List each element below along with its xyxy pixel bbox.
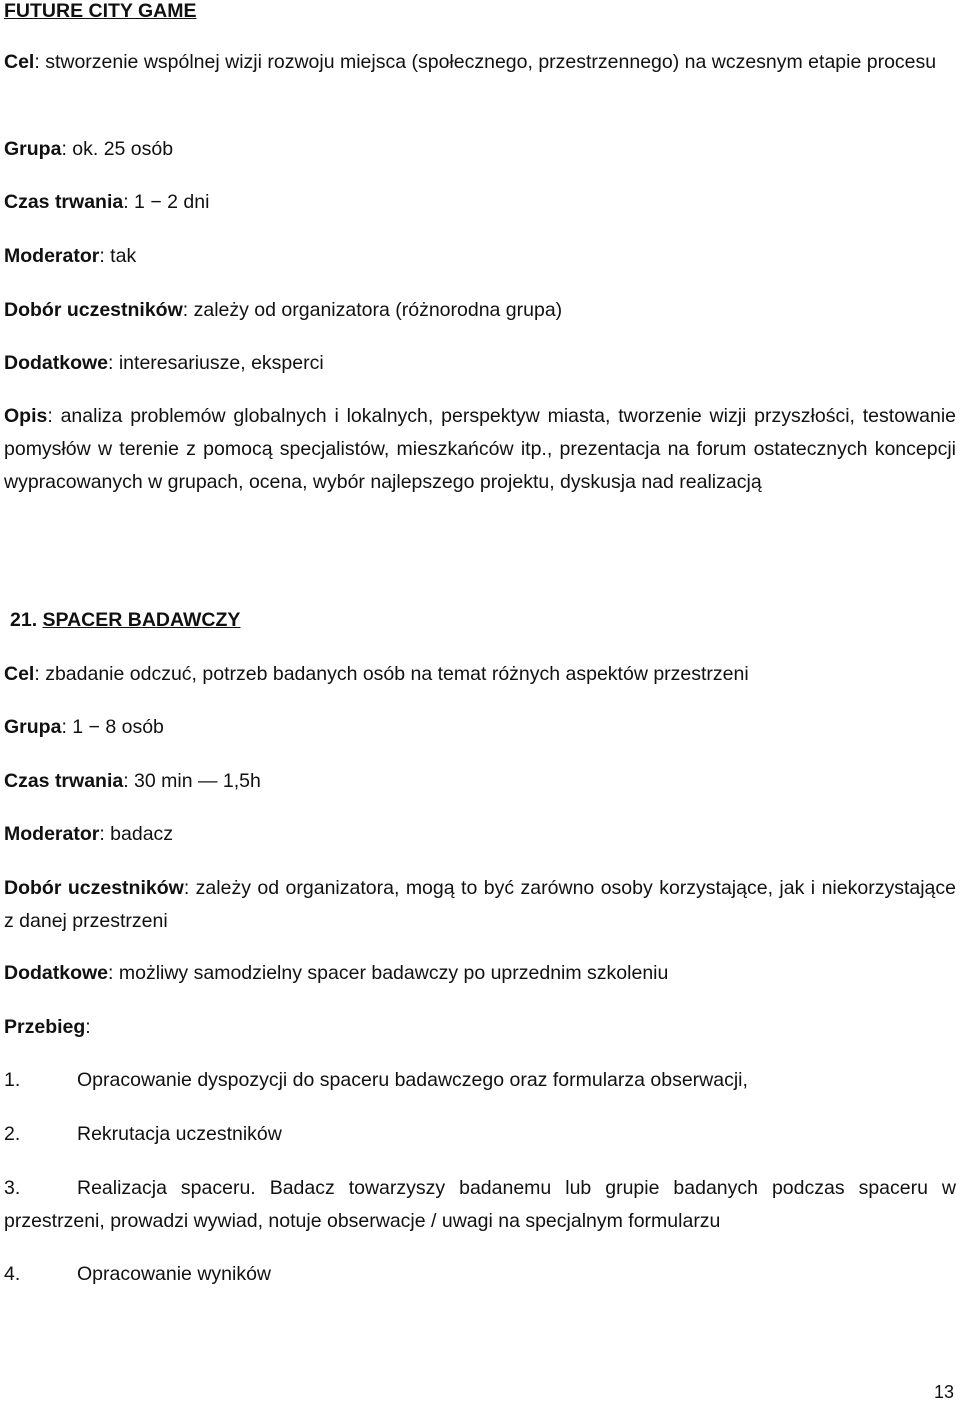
list-item-number: 1. [4,1069,21,1091]
list-item-step-1 [4,1064,956,1097]
field-value: : interesariusze, eksperci [108,352,324,374]
list-item-step-4 [4,1258,956,1291]
field-label: Przebieg [4,1016,86,1038]
field-dodatkowe [4,347,956,380]
field-value: : 30 min — 1,5h [123,770,261,792]
list-item-text: Realizacja spaceru. Badacz towarzyszy badanemu lub grupie badanych podczas spaceru w przestrzeni, prowadzi wywiad, notuje obserwacje / uwagi na specjalnym formularzu [4,1177,956,1232]
field-label: Grupa [4,716,62,738]
section-title-future-city-game [4,0,956,28]
list-item-number: 4. [4,1263,21,1285]
field-value: : badacz [99,823,174,845]
field-label: Cel [4,663,35,685]
field-label: Moderator [4,245,100,267]
field-moderator [4,240,956,273]
field-label: Moderator [4,823,100,845]
field-label: Opis [4,405,48,427]
section-title-text: FUTURE CITY GAME [4,0,197,22]
field-value: : zależy od organizatora (różnorodna grupa) [182,299,563,321]
field-value: : [85,1016,91,1038]
list-item-step-2 [4,1118,956,1151]
field-moderator [4,818,956,851]
field-label: Dodatkowe [4,352,109,374]
field-value: : zbadanie odczuć, potrzeb badanych osób na temat różnych aspektów przestrzeni [34,663,749,685]
field-label: Cel [4,51,35,73]
field-label: Czas trwania [4,191,124,213]
field-cel [4,46,956,79]
list-item-step-3 [4,1172,956,1238]
field-czas-trwania [4,186,956,219]
field-label: Dodatkowe [4,962,109,984]
field-value: : analiza problemów globalnych i lokalnych, perspektyw miasta, tworzenie wizji przyszłości, testowanie pomysłów w terenie z pomocą specjalistów, mieszkańców itp., prezentacja na forum ostatecznych koncepcji wypracowanych w grupach, ocena, wybór najlepszego projektu, dyskusja nad realizacją [4,405,956,493]
field-value: : 1 − 8 osób [61,716,164,738]
field-dobor-uczestnikow [4,872,956,938]
list-item-number: 2. [4,1123,21,1145]
field-value: : zależy od organizatora, mogą to być zarówno osoby korzystające, jak i niekorzystające z danej przestrzeni [4,877,956,932]
field-value: : możliwy samodzielny spacer badawczy po uprzednim szkoleniu [108,962,669,984]
list-item-text: Rekrutacja uczestników [77,1123,282,1145]
field-label: Czas trwania [4,770,124,792]
list-item-number: 3. [4,1177,21,1199]
field-grupa [4,711,956,744]
field-value: : ok. 25 osób [61,138,174,160]
field-dodatkowe [4,957,956,990]
section-number: 21. [10,609,38,631]
field-czas-trwania [4,765,956,798]
field-cel [4,658,956,691]
field-grupa [4,133,956,166]
field-dobor-uczestnikow [4,294,956,327]
field-label: Dobór uczestników [4,299,183,321]
field-value: : tak [99,245,137,267]
field-przebieg [4,1011,956,1044]
list-item-text: Opracowanie dyspozycji do spaceru badawczego oraz formularza obserwacji, [77,1069,748,1091]
page-number: 13 [933,1382,954,1402]
field-label: Grupa [4,138,62,160]
section-title-text: SPACER BADAWCZY [42,609,241,631]
field-opis [4,400,956,499]
list-item-text: Opracowanie wyników [77,1263,272,1285]
field-value: : 1 − 2 dni [123,191,210,213]
field-label: Dobór uczestników [4,877,184,899]
field-value: : stworzenie wspólnej wizji rozwoju miejsca (społecznego, przestrzennego) na wczesnym etapie procesu [34,51,937,73]
section-heading-spacer-badawczy [10,604,956,637]
